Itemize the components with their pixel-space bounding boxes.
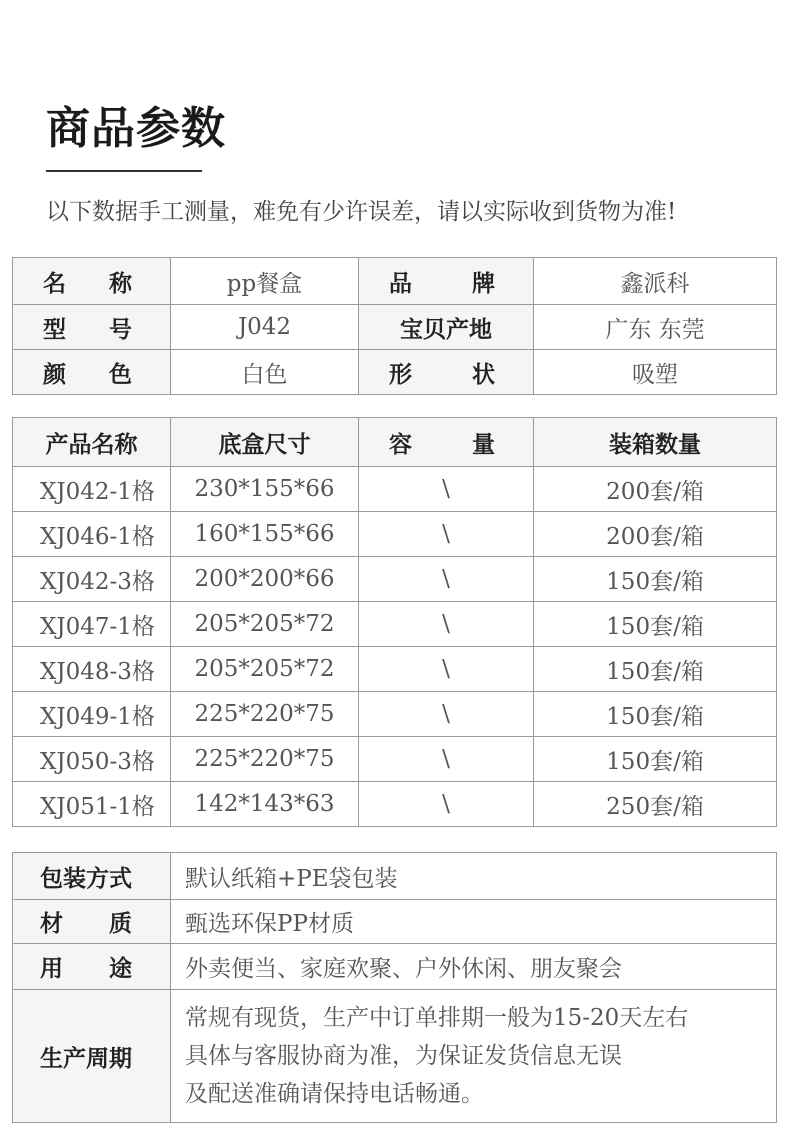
product-spec-header	[13, 418, 777, 467]
packaging-label: 包装方式	[13, 853, 171, 900]
production-cycle-value	[171, 990, 777, 1123]
carton-quantity: 150套/箱	[534, 602, 777, 647]
box-size: 225*220*75	[171, 737, 359, 782]
capacity: \	[359, 557, 534, 602]
model-label: 型 号	[13, 305, 171, 350]
production-cycle-label: 生产周期	[13, 990, 171, 1123]
box-size: 205*205*72	[171, 602, 359, 647]
color-label: 颜 色	[13, 350, 171, 395]
column-header-box-size: 底盒尺寸	[171, 418, 359, 467]
basic-info-row	[13, 258, 777, 305]
carton-quantity: 150套/箱	[534, 557, 777, 602]
product-code: XJ047-1格	[13, 602, 171, 647]
basic-info-row	[13, 350, 777, 395]
measurement-disclaimer: 以下数据手工测量，难免有少许误差，请以实际收到货物为准!	[46, 199, 677, 225]
product-code: XJ042-3格	[13, 557, 171, 602]
product-code: XJ046-1格	[13, 512, 171, 557]
shape-label: 形 状	[359, 350, 534, 395]
product-code: XJ051-1格	[13, 782, 171, 827]
usage-value: 外卖便当、家庭欢聚、户外休闲、朋友聚会	[171, 944, 777, 990]
origin-label: 宝贝产地	[359, 305, 534, 350]
column-header-product-name: 产品名称	[13, 418, 171, 467]
title-underline	[46, 170, 202, 172]
packaging-value: 默认纸箱+PE袋包装	[171, 853, 777, 900]
basic-info-row	[13, 305, 777, 350]
column-header-capacity: 容 量	[359, 418, 534, 467]
box-size: 200*200*66	[171, 557, 359, 602]
product-spec-table	[12, 417, 777, 827]
product-details-table	[12, 852, 777, 1123]
box-size: 142*143*63	[171, 782, 359, 827]
brand-value: 鑫派科	[534, 258, 777, 305]
table-row	[13, 737, 777, 782]
product-code: XJ049-1格	[13, 692, 171, 737]
basic-info-table	[12, 257, 777, 395]
color-value: 白色	[171, 350, 359, 395]
model-value: J042	[171, 305, 359, 350]
material-value: 甄选环保PP材质	[171, 900, 777, 944]
product-code: XJ042-1格	[13, 467, 171, 512]
production-cycle-line: 具体与客服协商为准，为保证发货信息无误	[185, 1043, 622, 1069]
carton-quantity: 250套/箱	[534, 782, 777, 827]
carton-quantity: 150套/箱	[534, 737, 777, 782]
material-label: 材 质	[13, 900, 171, 944]
box-size: 205*205*72	[171, 647, 359, 692]
carton-quantity: 150套/箱	[534, 692, 777, 737]
name-label: 名 称	[13, 258, 171, 305]
box-size: 225*220*75	[171, 692, 359, 737]
carton-quantity: 200套/箱	[534, 512, 777, 557]
table-row	[13, 557, 777, 602]
shape-value: 吸塑	[534, 350, 777, 395]
table-row	[13, 467, 777, 512]
capacity: \	[359, 782, 534, 827]
name-value: pp餐盒	[171, 258, 359, 305]
capacity: \	[359, 737, 534, 782]
carton-quantity: 200套/箱	[534, 467, 777, 512]
box-size: 160*155*66	[171, 512, 359, 557]
table-row	[13, 782, 777, 827]
table-row	[13, 647, 777, 692]
product-code: XJ050-3格	[13, 737, 171, 782]
production-cycle-line: 常规有现货，生产中订单排期一般为15-20天左右	[185, 1005, 689, 1031]
carton-quantity: 150套/箱	[534, 647, 777, 692]
production-cycle-row	[13, 990, 777, 1123]
table-row	[13, 512, 777, 557]
usage-label: 用 途	[13, 944, 171, 990]
capacity: \	[359, 602, 534, 647]
origin-value: 广东 东莞	[534, 305, 777, 350]
table-row	[13, 602, 777, 647]
material-row	[13, 900, 777, 944]
packaging-row	[13, 853, 777, 900]
production-cycle-line: 及配送准确请保持电话畅通。	[185, 1081, 484, 1107]
capacity: \	[359, 692, 534, 737]
table-row	[13, 692, 777, 737]
usage-row	[13, 944, 777, 990]
page-title: 商品参数	[46, 103, 226, 154]
box-size: 230*155*66	[171, 467, 359, 512]
column-header-carton-quantity: 装箱数量	[534, 418, 777, 467]
product-code: XJ048-3格	[13, 647, 171, 692]
capacity: \	[359, 467, 534, 512]
capacity: \	[359, 512, 534, 557]
brand-label: 品 牌	[359, 258, 534, 305]
capacity: \	[359, 647, 534, 692]
